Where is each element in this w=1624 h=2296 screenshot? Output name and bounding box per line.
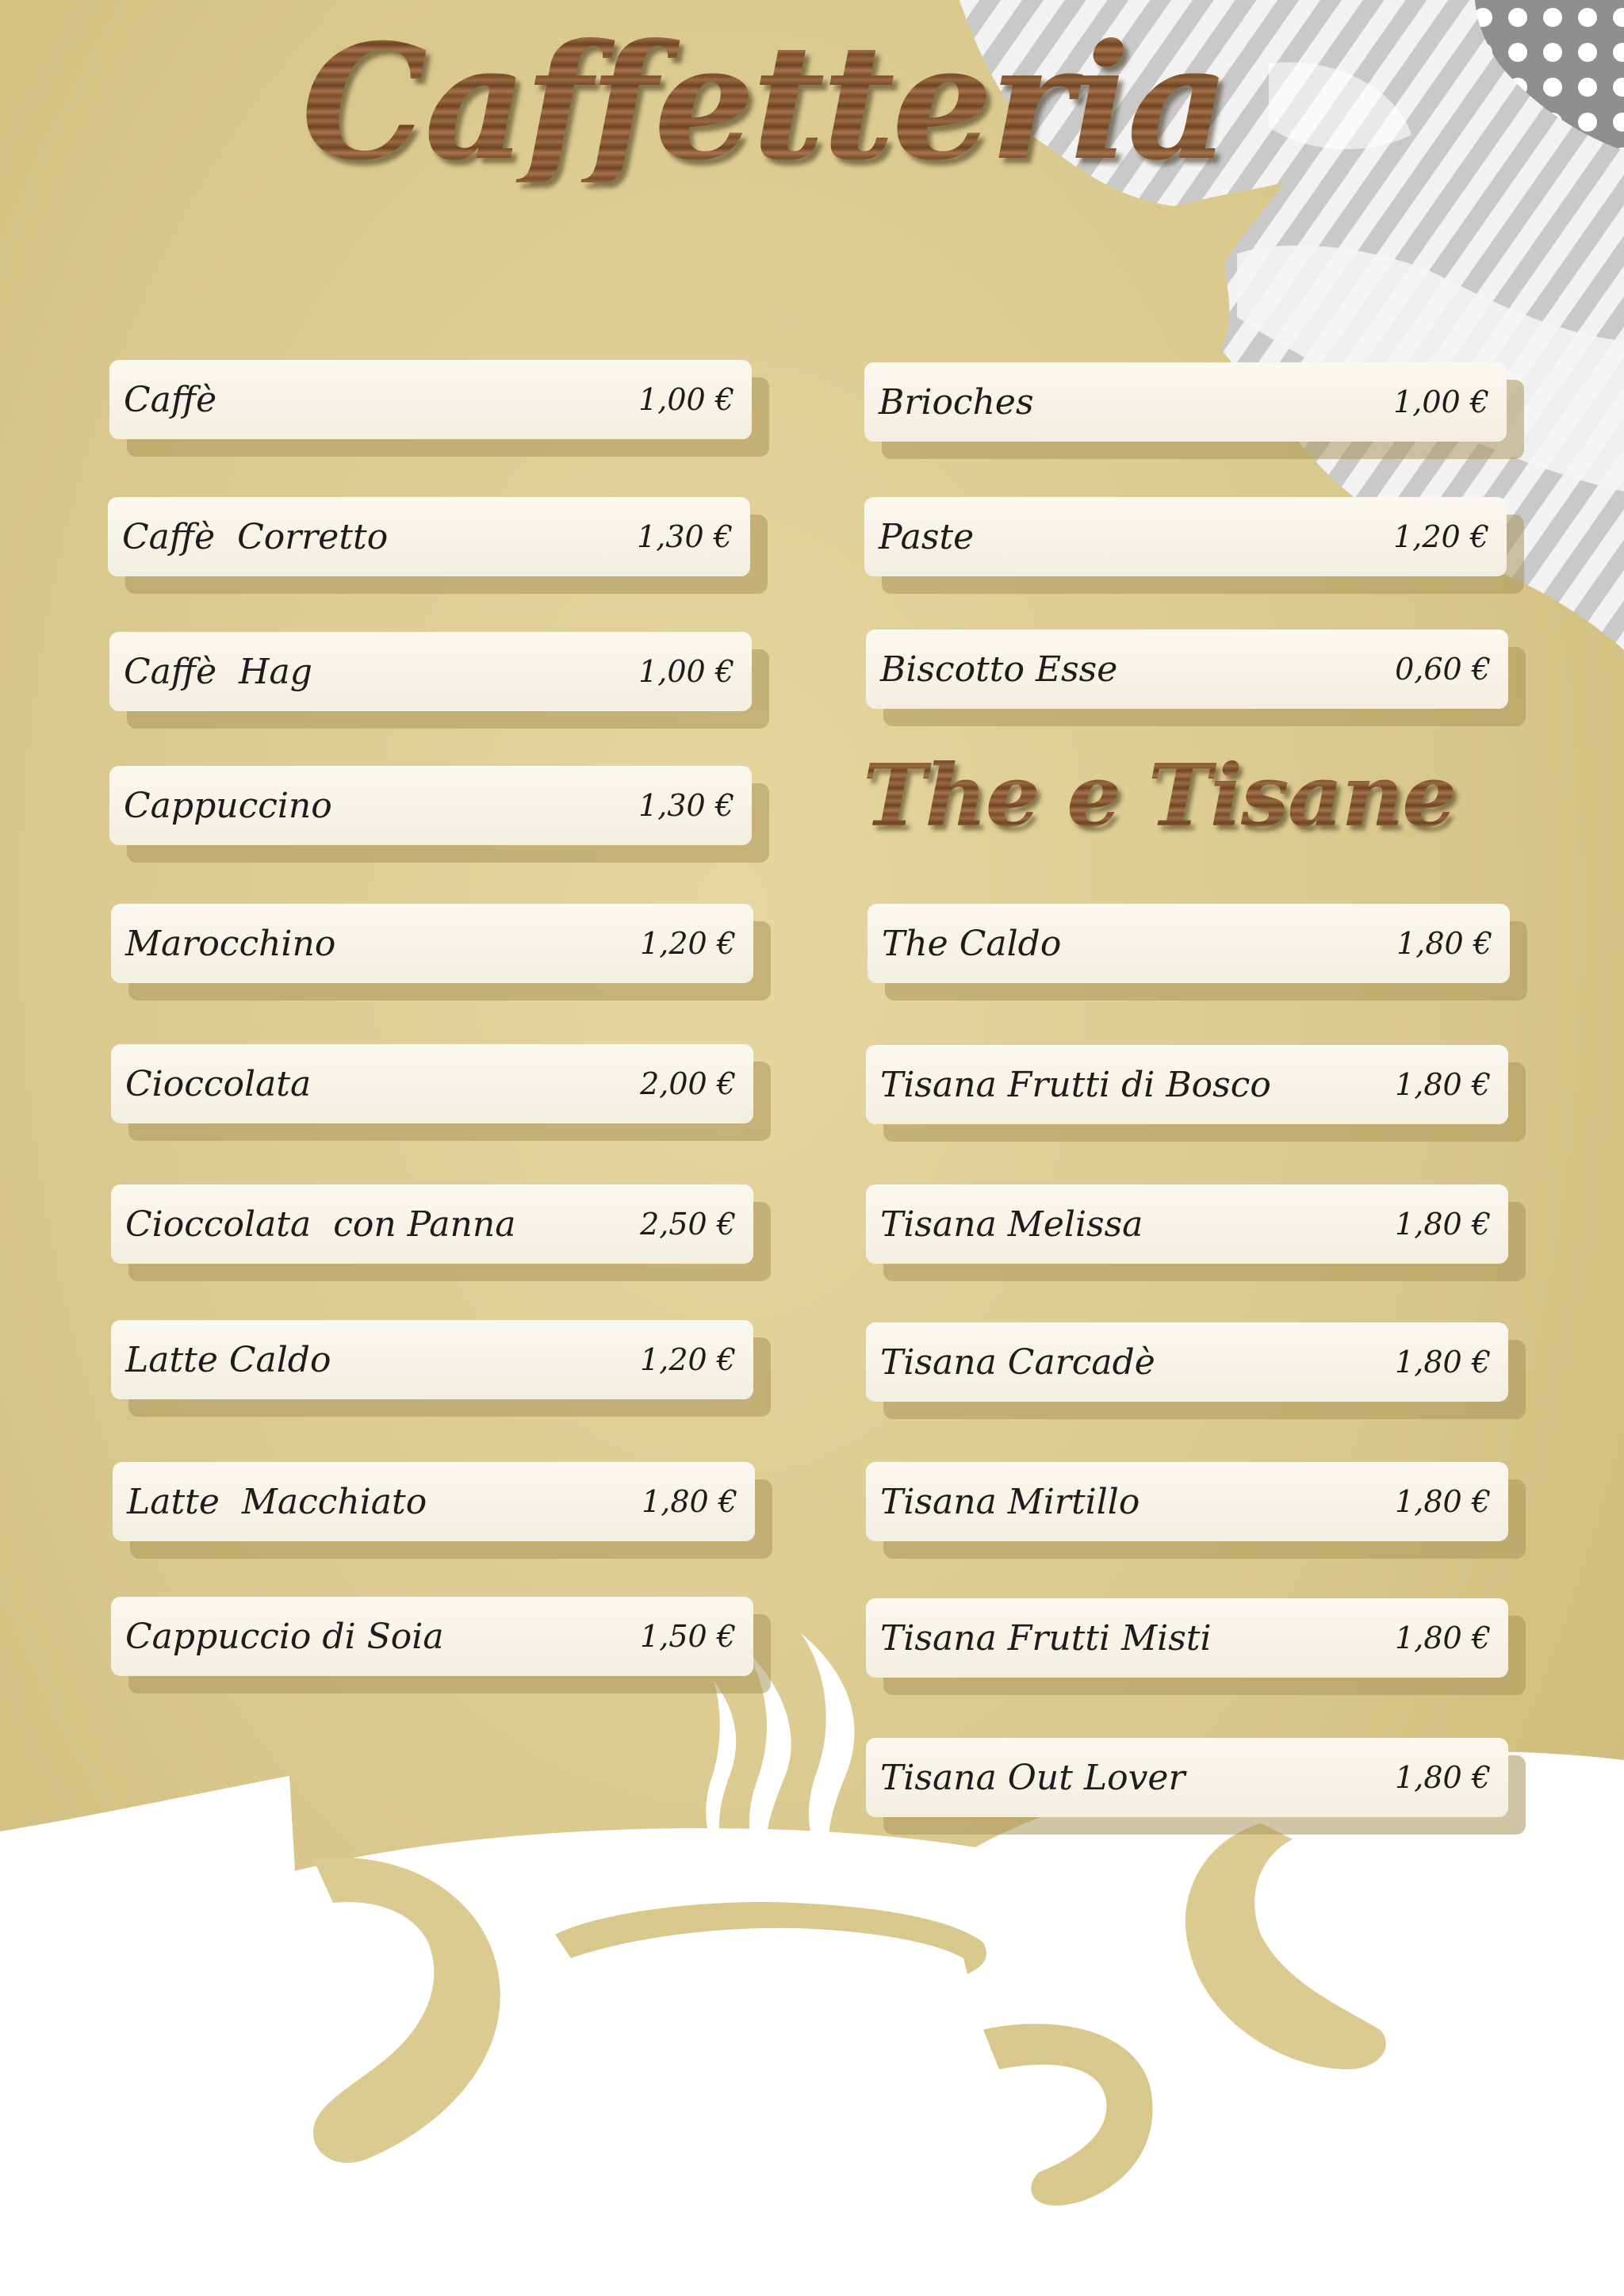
item-name: Caffè Hag: [124, 651, 312, 692]
item-name: Cappuccio di Soia: [125, 1616, 444, 1657]
item-name: Tisana Mirtillo: [880, 1481, 1140, 1522]
item-name: Marocchino: [125, 923, 336, 964]
menu-item-tisana-mirtillo: [866, 1462, 1508, 1541]
item-name: Paste: [879, 516, 975, 557]
item-name: The Caldo: [882, 923, 1062, 964]
item-name: Latte Caldo: [125, 1339, 331, 1380]
menu-item-cioccolata-con-panna: [111, 1184, 753, 1264]
item-name: Tisana Frutti di Bosco: [880, 1064, 1271, 1105]
menu-item-latte-caldo: [111, 1320, 753, 1399]
item-price: 1,20 €: [640, 926, 736, 961]
menu-item-tisana-out-lover: [866, 1738, 1508, 1817]
menu-title: Caffetteria: [301, 10, 1228, 196]
item-price: 1,80 €: [1395, 1760, 1491, 1795]
menu-item-caffe: [109, 360, 752, 439]
menu-item-brioches: [864, 362, 1507, 442]
menu-item-cappuccino: [109, 766, 752, 845]
item-name: Cappuccino: [124, 785, 332, 826]
item-price: 1,30 €: [638, 788, 734, 823]
item-price: 1,80 €: [1395, 1207, 1491, 1242]
menu-item-tisana-melissa: [866, 1184, 1508, 1264]
item-price: 1,00 €: [638, 654, 734, 689]
menu-item-tisana-carcade: [866, 1322, 1508, 1402]
item-name: Tisana Frutti Misti: [880, 1617, 1212, 1659]
item-name: Brioches: [879, 381, 1034, 423]
item-name: Cioccolata con Panna: [125, 1203, 516, 1245]
menu-item-cappuccio-di-soia: [111, 1597, 753, 1676]
item-price: 1,80 €: [1395, 1345, 1491, 1380]
item-name: Tisana Out Lover: [880, 1757, 1185, 1798]
section-title-the-e-tisane: The e Tisane: [863, 746, 1455, 846]
item-price: 1,50 €: [640, 1619, 736, 1654]
menu-item-latte-macchiato: [113, 1462, 755, 1541]
menu-item-marocchino: [111, 904, 753, 983]
item-price: 2,50 €: [640, 1207, 736, 1242]
menu-item-tisana-frutti-misti: [866, 1598, 1508, 1678]
item-price: 1,00 €: [1393, 385, 1489, 419]
menu-item-caffe-hag: [109, 632, 752, 711]
item-price: 1,80 €: [1396, 926, 1492, 961]
menu-item-cioccolata: [111, 1044, 753, 1123]
menu-item-paste: [864, 497, 1507, 576]
item-price: 1,00 €: [638, 382, 734, 417]
item-price: 0,60 €: [1395, 652, 1491, 687]
item-price: 1,20 €: [640, 1342, 736, 1377]
item-price: 2,00 €: [640, 1066, 736, 1101]
menu-item-tisana-frutti-di-bosco: [866, 1045, 1508, 1124]
item-price: 1,80 €: [1395, 1621, 1491, 1655]
item-price: 1,80 €: [1395, 1484, 1491, 1519]
item-name: Tisana Melissa: [880, 1203, 1143, 1245]
menu-item-the-caldo: [868, 904, 1510, 983]
item-price: 1,80 €: [642, 1484, 737, 1519]
item-name: Latte Macchiato: [127, 1481, 427, 1522]
item-name: Tisana Carcadè: [880, 1341, 1155, 1383]
item-name: Caffè: [124, 379, 217, 420]
item-price: 1,20 €: [1393, 519, 1489, 554]
item-price: 1,80 €: [1395, 1067, 1491, 1102]
menu-item-biscotto-esse: [866, 629, 1508, 709]
item-name: Biscotto Esse: [880, 649, 1118, 690]
item-price: 1,30 €: [637, 519, 733, 554]
menu-item-caffe-corretto: [108, 497, 750, 576]
item-name: Caffè Corretto: [122, 516, 389, 557]
item-name: Cioccolata: [125, 1063, 312, 1104]
